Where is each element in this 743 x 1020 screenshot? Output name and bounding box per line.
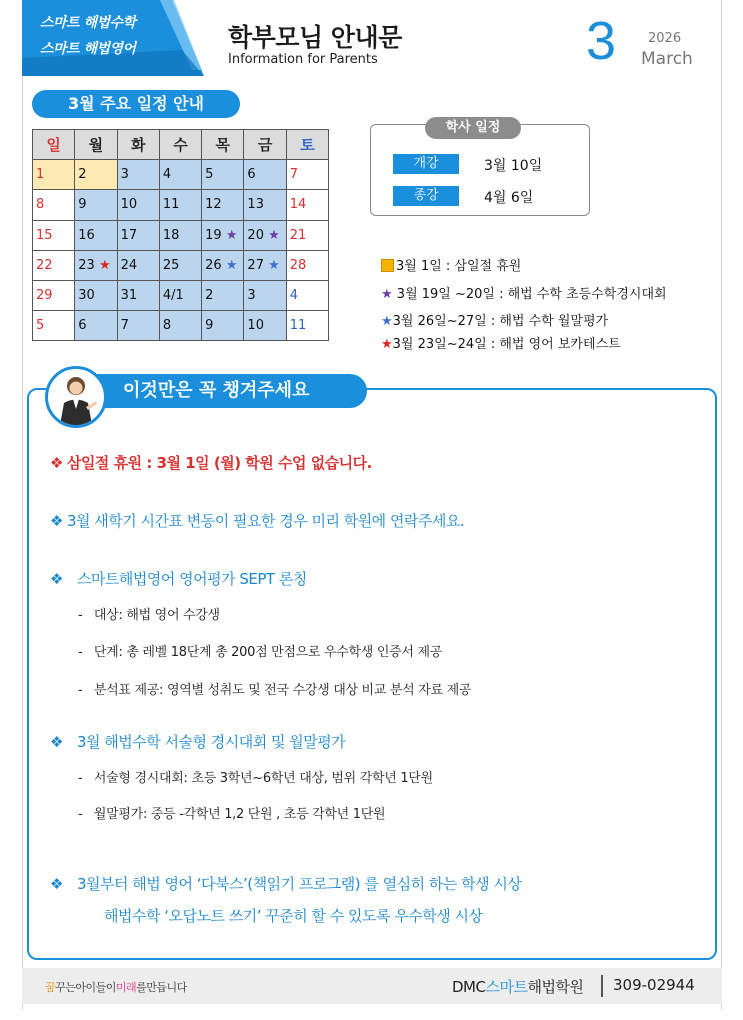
calendar-day: 16 xyxy=(75,220,117,250)
calendar-day: 14 xyxy=(286,190,328,220)
start-date: 3월 10일 xyxy=(484,158,543,174)
legend-math-monthly: ★3월 26일~27일 : 해법 수학 월말평가 xyxy=(381,314,609,329)
calendar-day: 28 xyxy=(286,250,328,280)
calendar-day: 20 ★ xyxy=(244,220,286,250)
weekday-header: 화 xyxy=(117,130,159,160)
calendar-day: 4 xyxy=(159,160,201,190)
calendar-day: 9 xyxy=(202,311,244,341)
month-label: March xyxy=(641,49,693,69)
weekday-header: 월 xyxy=(75,130,117,160)
calendar-title: 3월 주요 일정 안내 xyxy=(32,90,240,118)
calendar-day: 5 xyxy=(202,160,244,190)
calendar-day: 15 xyxy=(33,220,75,250)
diamond-bullet-icon: ❖ xyxy=(50,875,63,893)
notice-math-contest-title: ❖ 3월 해법수학 서술형 경시대회 및 월말평가 xyxy=(50,733,346,751)
notice-header: 이것만은 꼭 챙겨주세요 xyxy=(97,374,367,408)
month-number: 3 xyxy=(586,11,617,71)
end-tag: 종강 xyxy=(393,186,459,206)
red-star-icon: ★ xyxy=(381,337,393,352)
notice-sub-item: - 분석표 제공: 영역별 성취도 및 전국 수강생 대상 비교 분석 자료 제공 xyxy=(78,683,472,698)
notice-sub-item: - 대상: 해법 영어 수강생 xyxy=(78,608,220,623)
calendar-day: 26 ★ xyxy=(202,250,244,280)
blue-star-icon: ★ xyxy=(381,314,393,329)
calendar-day: 8 xyxy=(159,311,201,341)
calendar-day: 22 xyxy=(33,250,75,280)
footer-slogan: 꿈꾸는아이들이미래를만듭니다 xyxy=(45,981,187,994)
calendar-day: 17 xyxy=(117,220,159,250)
purple-star-icon: ★ xyxy=(381,287,393,302)
calendar-day: 11 xyxy=(159,190,201,220)
page-title: 학부모님 안내문 xyxy=(228,23,402,52)
notice-sub-item: - 월말평가: 중등 -각학년 1,2 단원 , 초등 각학년 1단원 xyxy=(78,807,386,822)
notice-timetable: ❖ 3월 새학기 시간표 변동이 필요한 경우 미리 학원에 연락주세요. xyxy=(50,512,465,530)
calendar-day: 7 xyxy=(117,311,159,341)
notice-sub-item: - 서술형 경시대회: 초등 3학년~6학년 대상, 범위 각학년 1단원 xyxy=(78,771,433,786)
calendar-week xyxy=(33,220,329,250)
calendar-day: 18 xyxy=(159,220,201,250)
calendar-week xyxy=(33,280,329,310)
calendar-day: 4/1 xyxy=(159,280,201,310)
notice-award-line1: ❖ 3월부터 해법 영어 ‘다북스’(책읽기 프로그램) 를 열심히 하는 학생 시상 xyxy=(50,875,522,893)
yellow-square-icon xyxy=(381,259,394,272)
diamond-bullet-icon: ❖ xyxy=(50,570,63,588)
weekday-header: 토 xyxy=(286,130,328,160)
calendar-day: 6 xyxy=(244,160,286,190)
teacher-avatar xyxy=(45,366,107,428)
end-date: 4월 6일 xyxy=(484,190,534,206)
calendar-day: 1 xyxy=(33,160,75,190)
calendar-day: 3 xyxy=(117,160,159,190)
calendar-day: 10 xyxy=(244,311,286,341)
calendar-day: 9 xyxy=(75,190,117,220)
calendar-day: 4 xyxy=(286,280,328,310)
calendar-day: 23 ★ xyxy=(75,250,117,280)
purple-star-icon: ★ xyxy=(268,227,280,243)
footer-phone: 309-02944 xyxy=(613,976,695,994)
calendar-day: 24 xyxy=(117,250,159,280)
weekday-header: 금 xyxy=(244,130,286,160)
weekday-header: 일 xyxy=(33,130,75,160)
calendar-week xyxy=(33,250,329,280)
calendar-day: 2 xyxy=(75,160,117,190)
calendar-day: 7 xyxy=(286,160,328,190)
weekday-header: 목 xyxy=(202,130,244,160)
calendar-day: 29 xyxy=(33,280,75,310)
calendar-day: 10 xyxy=(117,190,159,220)
notice-sub-item: - 단계: 총 레벨 18단계 총 200점 만점으로 우수학생 인증서 제공 xyxy=(78,645,443,660)
calendar-day: 30 xyxy=(75,280,117,310)
calendar-day: 12 xyxy=(202,190,244,220)
footer-brand: DMC스마트해법학원 xyxy=(452,978,584,996)
academic-schedule-title: 학사 일정 xyxy=(425,117,521,139)
red-star-icon: ★ xyxy=(98,257,111,273)
notice-award-line2: 해법수학 ‘오답노트 쓰기’ 꾸준히 할 수 있도록 우수학생 시상 xyxy=(104,907,483,925)
calendar-week xyxy=(33,190,329,220)
page-subtitle: Information for Parents xyxy=(228,52,378,67)
teacher-icon xyxy=(48,369,104,425)
year-label: 2026 xyxy=(648,31,682,46)
calendar-day: 27 ★ xyxy=(244,250,286,280)
legend-holiday: 3월 1일 : 삼일절 휴원 xyxy=(381,255,521,274)
calendar-day: 21 xyxy=(286,220,328,250)
notice-sept-title: ❖ 스마트해법영어 영어평가 SEPT 론칭 xyxy=(50,570,307,588)
diamond-bullet-icon: ❖ xyxy=(50,454,63,472)
calendar-day: 19 ★ xyxy=(202,220,244,250)
calendar-day: 3 xyxy=(244,280,286,310)
calendar-day: 5 xyxy=(33,311,75,341)
diamond-bullet-icon: ❖ xyxy=(50,733,63,751)
calendar-day: 11 xyxy=(286,311,328,341)
calendar-day: 25 xyxy=(159,250,201,280)
footer-divider xyxy=(601,975,603,997)
calendar-week xyxy=(33,311,329,341)
purple-star-icon: ★ xyxy=(225,227,238,243)
weekday-header: 수 xyxy=(159,130,201,160)
march-calendar xyxy=(32,129,329,341)
notice-holiday: ❖ 삼일절 휴원 : 3월 1일 (월) 학원 수업 없습니다. xyxy=(50,454,372,472)
calendar-day: 2 xyxy=(202,280,244,310)
calendar-day: 8 xyxy=(33,190,75,220)
diamond-bullet-icon: ❖ xyxy=(50,512,63,530)
calendar-day: 13 xyxy=(244,190,286,220)
calendar-day: 6 xyxy=(75,311,117,341)
legend-english-voca: ★3월 23일~24일 : 해법 영어 보카테스트 xyxy=(381,337,621,352)
blue-star-icon: ★ xyxy=(268,257,280,273)
legend-math-contest: ★ 3월 19일 ~20일 : 해법 수학 초등수학경시대회 xyxy=(381,287,667,302)
blue-star-icon: ★ xyxy=(225,257,238,273)
start-tag: 개강 xyxy=(393,154,459,174)
calendar-day: 31 xyxy=(117,280,159,310)
academy-logo: 스마트 해법수학 스마트 해법영어 xyxy=(22,0,204,76)
calendar-week xyxy=(33,160,329,190)
